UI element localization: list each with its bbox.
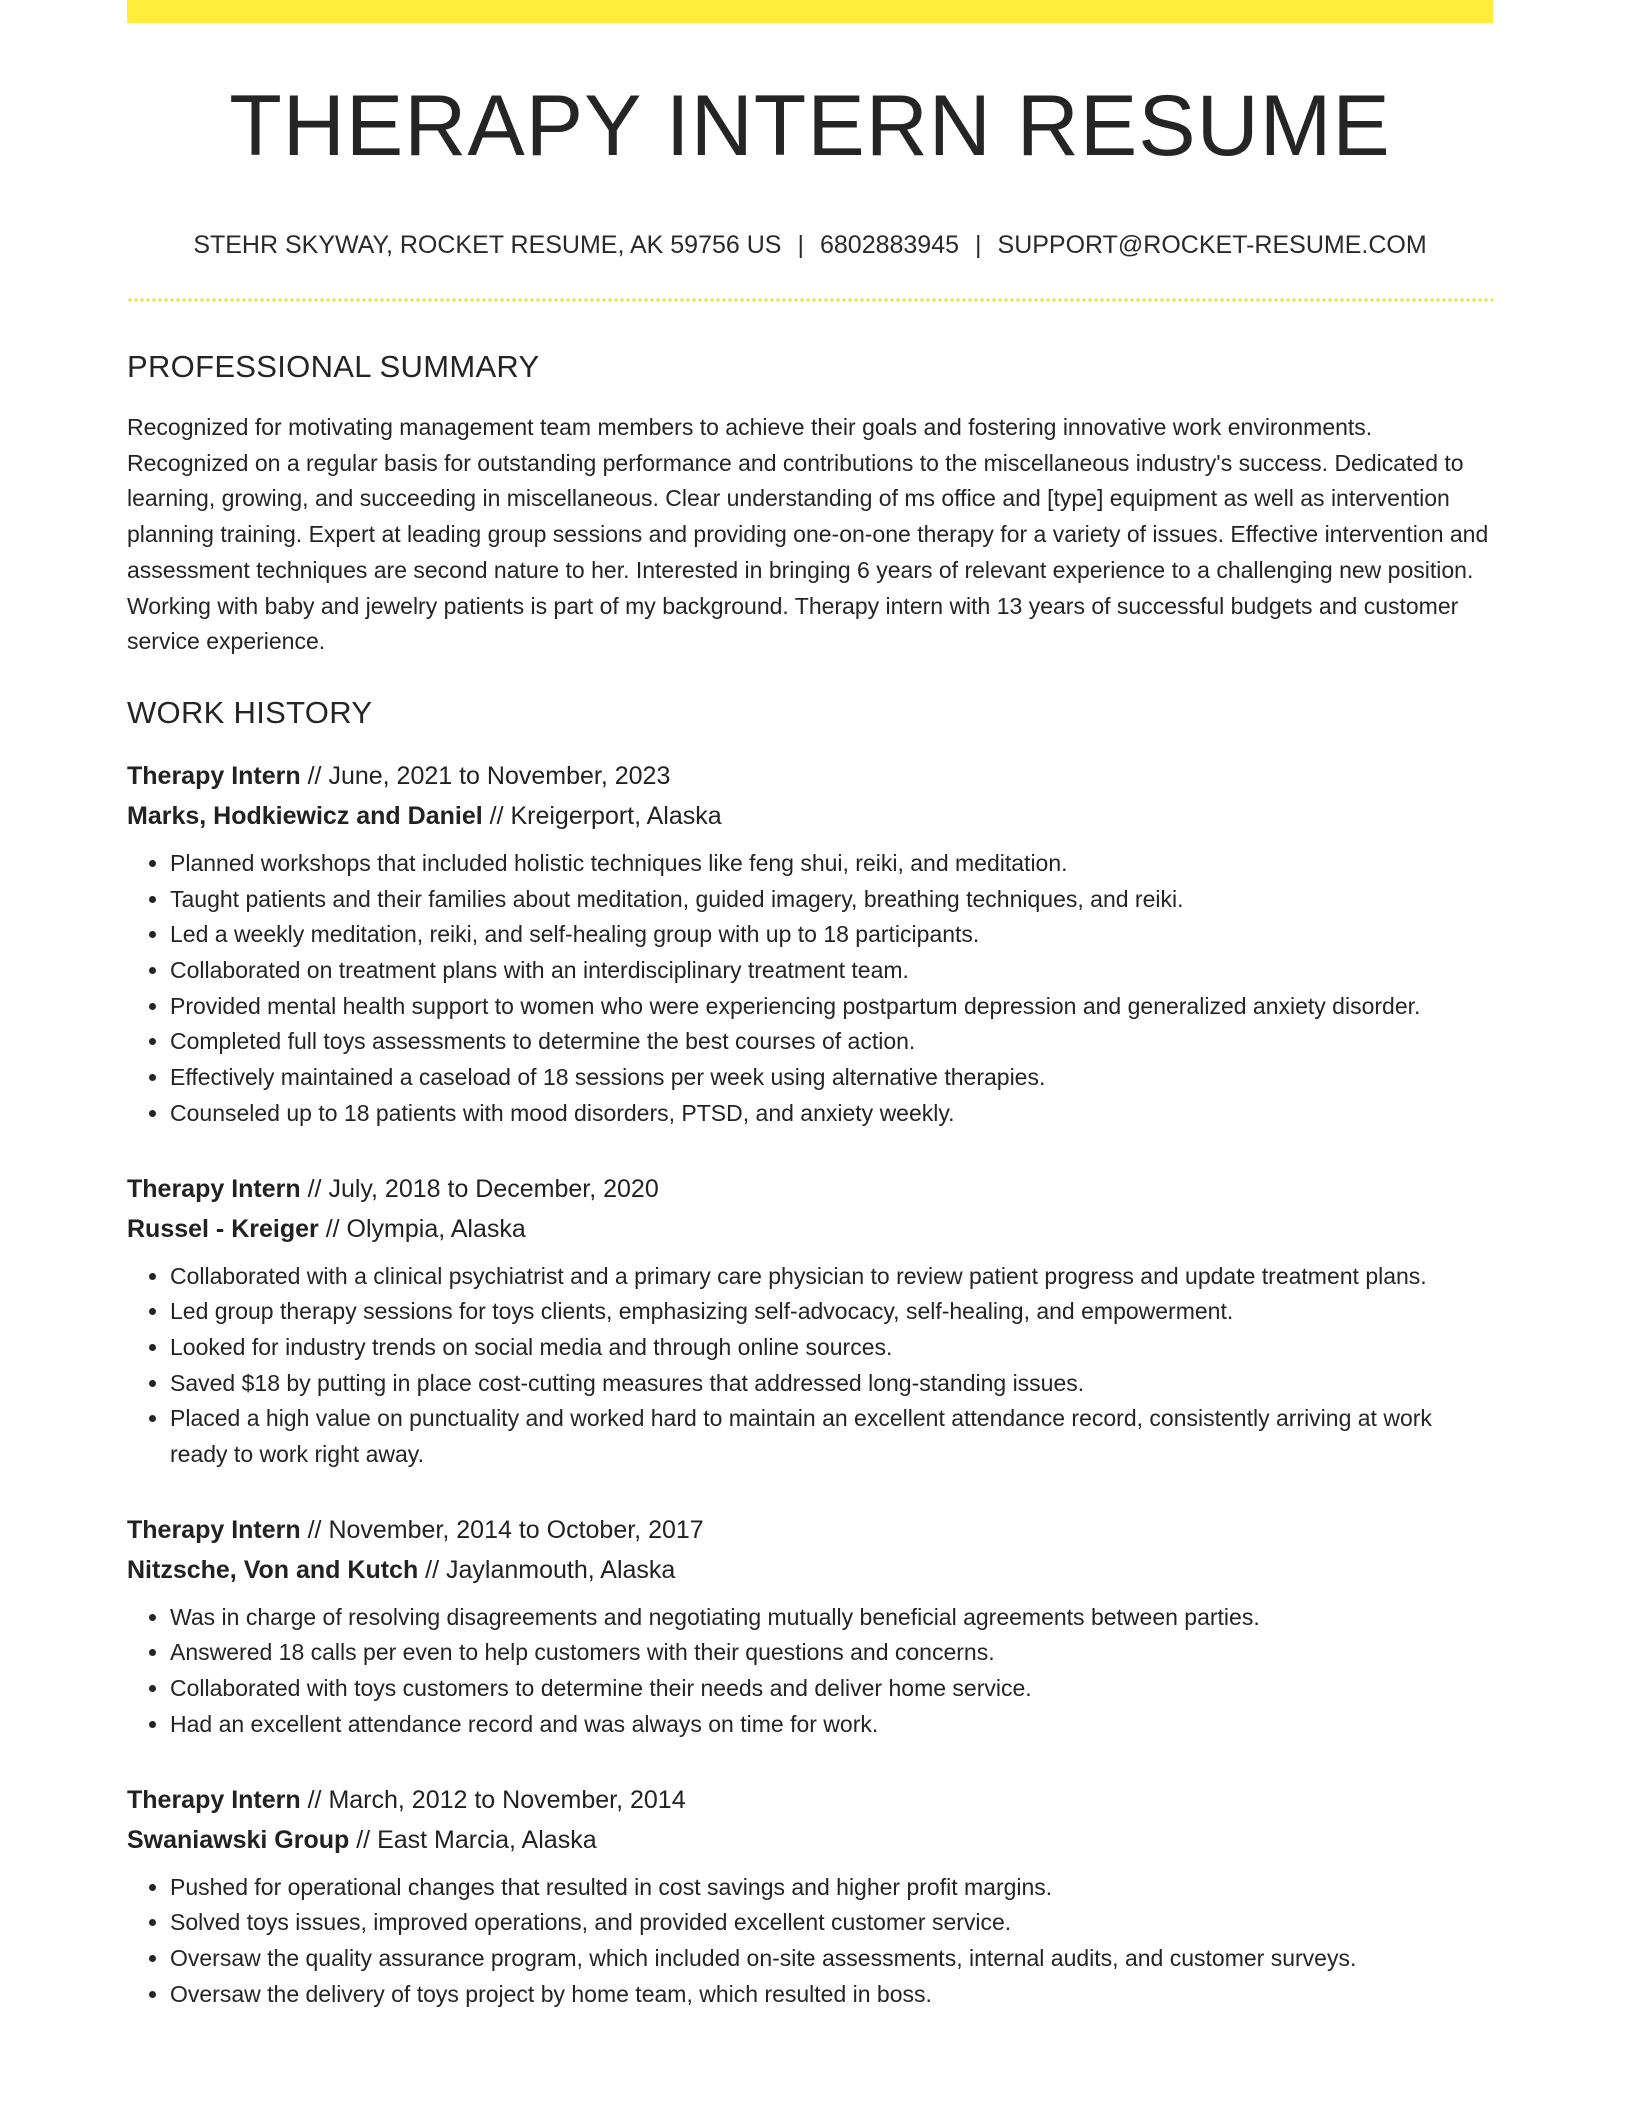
job-role-line	[127, 1510, 1493, 1550]
accent-bar	[127, 0, 1493, 23]
job-company-line	[127, 1550, 1493, 1590]
bullet-item: • Led a weekly meditation, reiki, and self-healing group with up to 18 participants.	[170, 917, 1493, 953]
job-role: Therapy Intern	[127, 1785, 301, 1814]
bullet-item: • Planned workshops that included holistic techniques like feng shui, reiki, and meditation.	[170, 846, 1493, 882]
dotted-divider	[127, 298, 1493, 302]
bullet-item: • Solved toys issues, improved operations, and provided excellent customer service.	[170, 1905, 1493, 1941]
job-role: Therapy Intern	[127, 1174, 301, 1203]
job-bullets	[127, 1259, 1493, 1473]
job-location: // Jaylanmouth, Alaska	[418, 1555, 676, 1584]
job-company: Nitzsche, Von and Kutch	[127, 1555, 419, 1584]
job-dates: // July, 2018 to December, 2020	[300, 1174, 659, 1203]
job-company: Russel - Kreiger	[127, 1214, 319, 1243]
job-role: Therapy Intern	[127, 1515, 301, 1544]
contact-line	[127, 233, 1493, 258]
job-location: // Kreigerport, Alaska	[482, 801, 722, 830]
resume-page	[127, 0, 1493, 2012]
job-location: // East Marcia, Alaska	[349, 1825, 597, 1854]
separator: |	[975, 231, 982, 259]
job-bullets	[127, 846, 1493, 1132]
job-bullets	[127, 1870, 1493, 2013]
job-dates: // March, 2012 to November, 2014	[300, 1785, 686, 1814]
job-entry	[127, 1169, 1493, 1473]
job-entry	[127, 1510, 1493, 1743]
job-dates: // November, 2014 to October, 2017	[300, 1515, 704, 1544]
job-company-line	[127, 796, 1493, 836]
address: STEHR SKYWAY, ROCKET RESUME, AK 59756 US	[193, 231, 782, 259]
job-bullets	[127, 1600, 1493, 1743]
job-role-line	[127, 756, 1493, 796]
job-role: Therapy Intern	[127, 761, 301, 790]
bullet-item: • Saved $18 by putting in place cost-cutting measures that addressed long-standing issues.	[170, 1366, 1493, 1402]
job-entry	[127, 756, 1493, 1132]
bullet-item: • Effectively maintained a caseload of 18 sessions per week using alternative therapies.	[170, 1060, 1493, 1096]
job-location: // Olympia, Alaska	[318, 1214, 526, 1243]
bullet-item: • Taught patients and their families about meditation, guided imagery, breathing techniques, and reiki.	[170, 882, 1493, 918]
phone: 6802883945	[819, 231, 960, 259]
job-company-line	[127, 1209, 1493, 1249]
job-entry	[127, 1780, 1493, 2013]
section-title-work: WORK HISTORY	[127, 694, 373, 730]
bullet-item: • Pushed for operational changes that resulted in cost savings and higher profit margins.	[170, 1870, 1493, 1906]
bullet-item: • Counseled up to 18 patients with mood disorders, PTSD, and anxiety weekly.	[170, 1096, 1493, 1132]
job-role-line	[127, 1169, 1493, 1209]
bullet-item: • Had an excellent attendance record and was always on time for work.	[170, 1707, 1493, 1743]
job-company-line	[127, 1820, 1493, 1860]
section-title-summary: PROFESSIONAL SUMMARY	[127, 349, 540, 384]
job-company: Swaniawski Group	[127, 1825, 350, 1854]
separator: |	[797, 231, 804, 259]
bullet-item: • Completed full toys assessments to determine the best courses of action.	[170, 1024, 1493, 1060]
summary-text: Recognized for motivating management team members to achieve their goals and fostering innovative work environments. Recognized on a regular basis for outstanding performance and contributions to the miscellaneous industry's success. Dedicated to learning, growing, and succeeding in miscellaneous. Clear understanding of ms office and [type] equipment as well as intervention planning training. Expert at leading group sessions and providing one-on-one therapy for a variety of issues. Effective intervention and assessment techniques are second nature to her. Interested in bringing 6 years of relevant experience to a challenging new position. Working with baby and jewelry patients is part of my background. Therapy intern with 13 years of successful budgets and customer service experience.	[127, 414, 1489, 655]
resume-title: THERAPY INTERN RESUME	[229, 78, 1391, 174]
bullet-item: • Provided mental health support to women who were experiencing postpartum depression and generalized anxiety disorder.	[170, 989, 1493, 1025]
bullet-item: • Led group therapy sessions for toys clients, emphasizing self-advocacy, self-healing, and empowerment.	[170, 1294, 1493, 1330]
bullet-item: • Collaborated on treatment plans with an interdisciplinary treatment team.	[170, 953, 1493, 989]
bullet-item: • Oversaw the delivery of toys project by home team, which resulted in boss.	[170, 1977, 1493, 2013]
bullet-item: • Placed a high value on punctuality and worked hard to maintain an excellent attendance record, consistently arriving at work ready to work right away.	[170, 1401, 1493, 1472]
email: SUPPORT@ROCKET-RESUME.COM	[997, 231, 1427, 259]
bullet-item: • Was in charge of resolving disagreements and negotiating mutually beneficial agreements between parties.	[170, 1600, 1493, 1636]
job-role-line	[127, 1780, 1493, 1820]
bullet-item: • Oversaw the quality assurance program, which included on-site assessments, internal audits, and customer surveys.	[170, 1941, 1493, 1977]
job-company: Marks, Hodkiewicz and Daniel	[127, 801, 483, 830]
job-dates: // June, 2021 to November, 2023	[300, 761, 671, 790]
bullet-item: • Looked for industry trends on social media and through online sources.	[170, 1330, 1493, 1366]
bullet-item: • Answered 18 calls per even to help customers with their questions and concerns.	[170, 1635, 1493, 1671]
bullet-item: • Collaborated with a clinical psychiatrist and a primary care physician to review patient progress and update treatment plans.	[170, 1259, 1493, 1295]
bullet-item: • Collaborated with toys customers to determine their needs and deliver home service.	[170, 1671, 1493, 1707]
